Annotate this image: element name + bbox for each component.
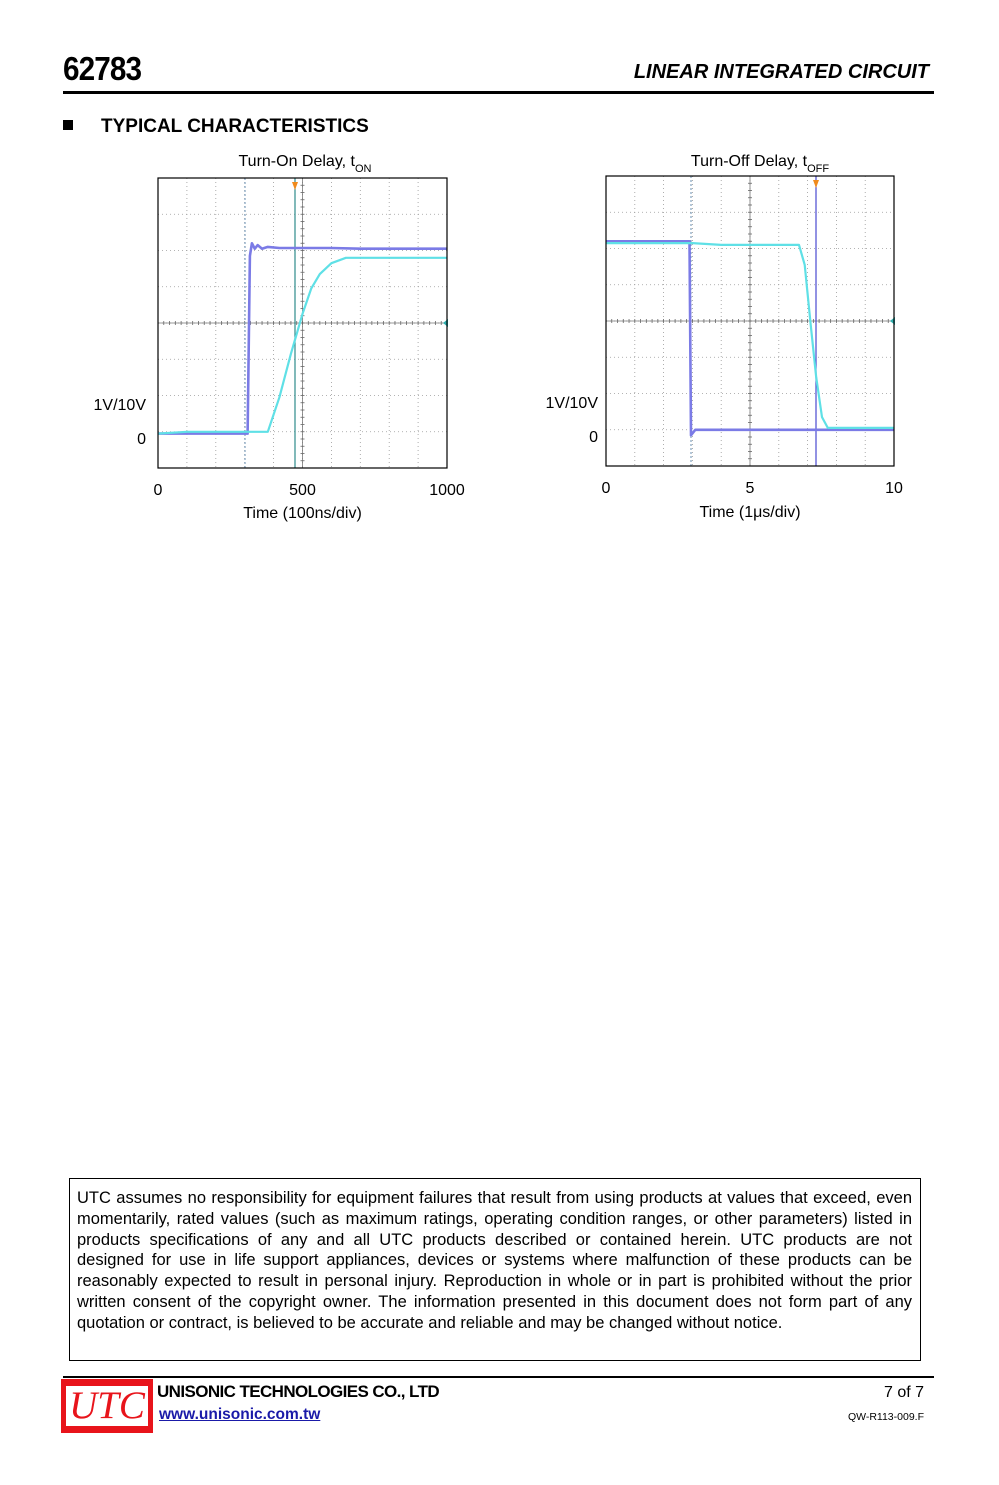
x-axis-title: Time (1μs/div) [699,504,801,521]
chart-title: Turn-On Delay, $t_{ON}$ [238,153,372,175]
x-tick-label: 0 [601,480,611,497]
part-number: 62783 [63,50,142,87]
turn-on-delay-chart [0,140,480,540]
x-tick-label: 0 [153,482,163,499]
footer-divider [63,1376,934,1378]
x-tick-label: 5 [745,480,755,497]
section-heading [63,116,369,138]
turn-off-delay-plot [480,140,960,540]
document-number: QW-R113-009.F [847,1411,924,1423]
turn-off-delay-chart [480,140,960,540]
section-title: TYPICAL CHARACTERISTICS [101,116,369,137]
chart-title: Turn-Off Delay, $t_{OFF}$ [690,153,830,175]
website-link[interactable]: www.unisonic.com.tw [159,1406,321,1423]
y-zero-label: 0 [137,431,146,448]
y-scale-label: 1V/10V [93,397,146,414]
x-tick-label: 1000 [429,482,465,499]
y-scale-label: 1V/10V [545,395,598,412]
logo-text: UTC [66,1386,148,1426]
y-zero-label: 0 [589,429,598,446]
x-tick-label: 10 [885,480,903,497]
turn-on-delay-plot [0,140,480,540]
utc-logo [61,1379,153,1433]
header-divider [63,91,934,94]
x-tick-label: 500 [289,482,316,499]
page-number: 7 of 7 [883,1384,924,1401]
x-axis-title: Time (100ns/div) [243,505,362,522]
company-name: UNISONIC TECHNOLOGIES CO., LTD [157,1382,440,1401]
disclaimer-box: UTC assumes no responsibility for equipment failures that result from using products at values that exceed, even momentarily, rated values (such as maximum ratings, operating condition ranges, or other parameters) listed in products specifications of any and all UTC products described or contained herein. UTC products are not designed for use in life support appliances, devices or systems where malfunction of these products can be reasonably expected to result in personal injury. Reproduction in whole or in part is prohibited without the prior written consent of the copyright owner. The information presented in this document does not form part of any quotation or contract, is believed to be accurate and reliable and may be changed without notice. [69,1178,921,1361]
square-bullet-icon [63,120,73,130]
document-type: LINEAR INTEGRATED CIRCUIT [633,61,929,83]
